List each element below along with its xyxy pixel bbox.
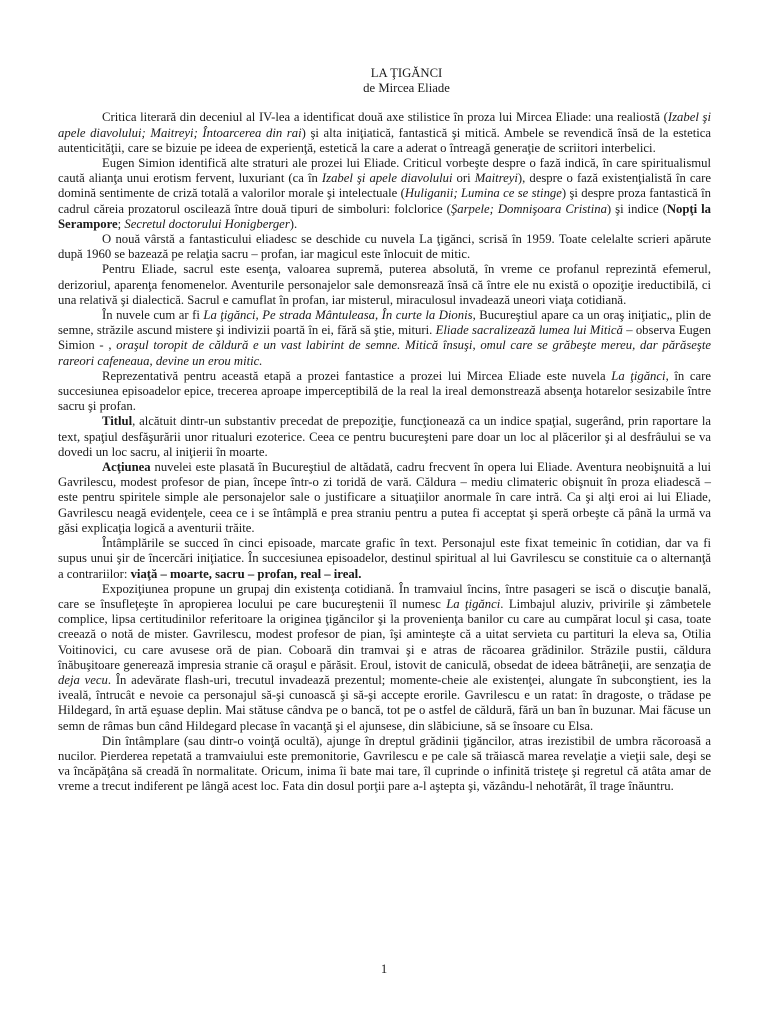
italic-text: Maitreyi	[474, 171, 518, 186]
bold-text: Nopţi la Serampore	[58, 201, 711, 231]
text-run: Întâmplările se succed în cinci episoade, marcate grafic în text. Personajul este fixat temeinic în cotidian, dar va fi supus unui şir de încercări iniţiatice. În succesiunea episoadelor, destinul spiritual al lui Gavrilescu se constituie ca o alternanţă a contrariilor:	[58, 536, 711, 581]
italic-text: oraşul toropit de căldură e un vast labirint de semne. Mitică însuşi, omul care se grăbeşte mereu, dar părăseşte rareori cafeneaua, devine un erou mitic.	[58, 338, 712, 368]
paragraph	[58, 110, 711, 156]
paragraph	[58, 156, 711, 232]
italic-text: Eliade sacralizează lumea lui Mitică	[435, 323, 623, 338]
text-run: , în care succesiunea episoadelor epice, trecerea aproape imperceptibilă de la real la ireal demonstrează absenţa hotarelor sesizabile între sacru şi profan.	[58, 368, 711, 414]
italic-text: Şarpele; Domnişoara Cristina	[450, 201, 607, 216]
text-run: Eugen Simion identifică alte straturi ale prozei lui Eliade. Criticul vorbeşte despre o fază indică, în care spiritualismul caută alianţa unui erotism fervent, luxuriant (ca în	[58, 156, 711, 186]
bold-text: Titlul	[102, 414, 133, 429]
text-run: . În adevărate flash-uri, trecutul invadează prezentul; momente-cheie ale existenţei, alungate în subconştient, ies la iveală, întrucât e nevoie ca personajul să-şi cunoască şi să-şi accepte erorile. Gavrilescu e un ratat: în dragoste, o trădase pe Hildegard, în artă eşuase deplin. Mai stătuse cândva pe o bancă, tot pe o astfel de căldură, fără un ban în buzunar. Mai făcuse un semn de râmas bun când Hildegard plecase în vacanţă şi el ajunsese, din slăbiciune, să se însoare cu Elsa.	[58, 672, 711, 733]
text-run: Critica literară din deceniul al IV-lea a identificat două axe stilistice în proza lui Mircea Eliade: una realiostă (	[102, 110, 668, 125]
text-run: . Limbajul aluziv, privirile şi zâmbetele complice, lipsa certitudinilor referitoare la originea ţigăncilor şi la provenienţa banilor cu care au cumpărat locul şi casa, toate creează o notă de mister. Gavrilescu, modest profesor de pian, îşi aminteşte că a uitat servieta cu partituri la eleva sa, Otilia Voitinovici, cu care avusese oră de pian. Coboară din tramvai şi e atras de răcoarea grădinilor. Străzile pustii, căldura înăbuşitoare generează impresia stranie că oraşul e părăsit. Eroul, istovit de caniculă, obsedat de ideea bătrâneţii, are senzaţia de	[58, 596, 711, 672]
text-run: ) şi indice (	[606, 201, 667, 216]
text-run: ).	[289, 216, 298, 231]
italic-text: La ţigănci	[446, 596, 501, 611]
text-run: În nuvele cum ar fi	[102, 308, 204, 323]
text-run: , Bucureştiul apare ca un oraş iniţiatic„ plin de semne, străzile ascund mistere şi indivizii poartă în ei, fără să ştie, mituri.	[58, 308, 711, 338]
text-run: – observa Eugen Simion - ,	[58, 323, 712, 353]
italic-text: Izabel şi apele diavolului	[321, 171, 453, 186]
page-number: 1	[380, 962, 388, 976]
paragraph	[58, 536, 711, 582]
text-run: O nouă vârstă a fantasticului eliadesc se deschide cu nuvela La ţigănci, scrisă în 1959. Toate celelalte scrieri apărute după 1960 se bazează pe relaţia sacru – profan, iar magicul este înlocuit de mitic.	[58, 232, 711, 262]
paragraph	[58, 460, 711, 536]
text-run: ) şi alta iniţiatică, fantastică şi mitică. Ambele se revendică însă de la estetica autenticităţii, care se bizuie pe ideea de experienţă, estetică la care a aderat o întreagă generaţie de scriitori interbelici.	[58, 125, 712, 155]
text-run: , alcătuit dintr-un substantiv precedat de prepoziţie, funcţionează ca un indice spaţial, sugerând, prin raportare la text, spaţiul desfăşurării unor ritualuri ezoterice. Ceea ce pentru bucureşteni pare doar un loc al plăcerilor şi al desfrâului se va dovedi un loc sacru, al iniţierii în moarte.	[58, 414, 711, 459]
document-title: LA ŢIGĂNCI	[370, 66, 443, 80]
document-author: de Mircea Eliade	[363, 81, 450, 96]
bold-text: viaţă – moarte, sacru – profan, real – ireal.	[130, 566, 362, 581]
paragraph	[58, 232, 711, 262]
paragraph	[58, 262, 711, 308]
text-run: ori	[452, 171, 475, 186]
text-run: Pentru Eliade, sacrul este esenţa, valoarea supremă, puterea absolută, în vreme ce profanul reprezintă efemerul, derizoriul, aparenţa fenomenelor. Aventurile personajelor sale demonsrează însă că între ele nu există o opoziţie ireductibilă, ci una relativă şi dialectică. Sacrul e camuflat în profan, iar misterul, miraculosul invadează uneori viaţa cotidiană.	[58, 262, 711, 307]
paragraph	[58, 308, 711, 369]
text-run: ), despre o fază existenţialistă în care domină sentimente de criză totală a valorilor morale şi intelectuale (	[58, 171, 711, 201]
italic-text: La ţigănci	[611, 368, 666, 383]
paragraph	[58, 369, 711, 415]
paragraph	[58, 414, 711, 460]
paragraph	[58, 734, 711, 795]
text-run: Expoziţiunea propune un grupaj din existenţa cotidiană. În tramvaiul încins, între pasageri se iscă o discuţie banală, care se însufleţeşte în apropierea locului pe care bucureştenii îl numesc	[58, 581, 711, 611]
text-run: nuvelei este plasată în Bucureştiul de altădată, cadru frecvent în opera lui Eliade. Aventura neobişnuită a lui Gavrilescu, modest profesor de pian, începe într-o zi toridă de vară. Căldura – mediu climateric obişnuit în proza eliadescă – este pentru spiritele simple ale personajelor sale o justificare a situaţiilor anormale în care intră. Ca şi alţi eroi ai lui Eliade, Gavrilescu neagă evidenţele, ceea ce i se întâmplă e prea straniu pentru a putea fi acceptat şi speră orbeşte că până la urmă va găsi explicaţia logică a aventurii trăite.	[58, 460, 711, 535]
italic-text: Secretul doctorului Honigberger	[124, 216, 290, 231]
text-run: Din întâmplare (sau dintr-o voinţă ocultă), ajunge în dreptul grădinii ţigăncilor, atras irezistibil de umbra răcoroasă a nucilor. Pierderea repetată a tramvaiului este premonitorie, Gavrilescu e pe cale să trăiască marea revelaţie a vieţii sale, deşi se va încăpăţâna să creadă în normalitate. Oricum, inima îi bate mai tare, îl cuprinde o infinită tristeţe şi regretul că atâta amar de vreme a trecut indiferent pe lângă acest loc. Fata din dosul porţii pare a-l aştepta şi, văzându-l nehotărât, îl trage înăuntru.	[58, 733, 711, 794]
text-run: Reprezentativă pentru această etapă a prozei fantastice a prozei lui Mircea Eliade este nuvela	[102, 368, 612, 383]
italic-text: deja vecu	[58, 672, 108, 687]
text-run: ;	[117, 216, 125, 231]
italic-text: Huliganii; Lumina ce se stinge	[404, 186, 562, 201]
document-body	[58, 110, 711, 794]
bold-text: Acţiunea	[102, 460, 151, 475]
paragraph	[58, 582, 711, 734]
italic-text: La ţigănci, Pe strada Mântuleasa, În curte la Dionis	[203, 308, 473, 323]
text-run: ) şi despre proza fantastică în cadrul căreia prozatorul oscilează între două tipuri de simboluri: folclorice (	[58, 186, 711, 216]
italic-text: Izabel şi apele diavolului; Maitreyi; Întoarcerea din rai	[58, 110, 711, 140]
